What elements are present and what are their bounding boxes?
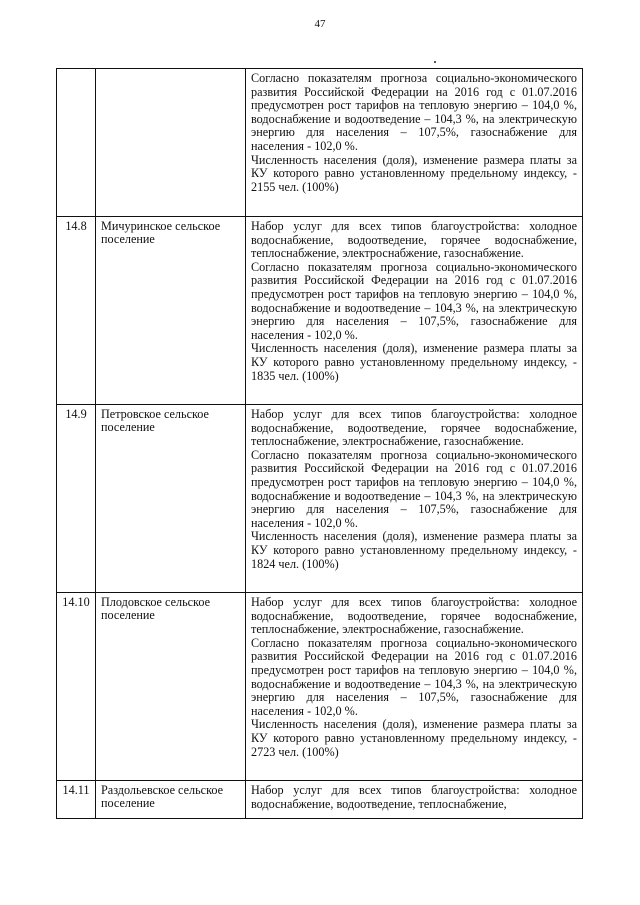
row-number: 14.10 [57, 593, 96, 781]
row-description [246, 217, 583, 405]
row-description [246, 593, 583, 781]
settlement-name: Мичуринское сельское поселение [96, 217, 246, 405]
description-paragraph: Согласно показателям прогноза социально-экономического развития Российской Федерации на 2016 год с 01.07.2016 предусмотрен рост тарифов на тепловую энергию – 104,0 %, водоснабжение и водоотведение – 104,3 %, на электрическую энергию для населения – 107,5%, газоснабжение для населения - 102,0 %. [251, 71, 577, 153]
table-row [57, 593, 583, 781]
description-paragraph: Согласно показателям прогноза социально-экономического развития Российской Федерации на 2016 год с 01.07.2016 предусмотрен рост тарифов на тепловую энергию – 104,0 %, водоснабжение и водоотведение – 104,3 %, на электрическую энергию для населения – 107,5%, газоснабжение для населения - 102,0 %. [251, 447, 577, 530]
table-row [57, 217, 583, 405]
row-description [246, 405, 583, 593]
description-paragraph: Набор услуг для всех типов благоустройства: холодное водоснабжение, водоотведение, теплоснабжение, [251, 783, 577, 811]
description-paragraph: Набор услуг для всех типов благоустройства: холодное водоснабжение, водоотведение, горячее водоснабжение, теплоснабжение, электроснабжение, газоснабжение. [251, 595, 577, 637]
description-paragraph: Согласно показателям прогноза социально-экономического развития Российской Федерации на 2016 год с 01.07.2016 предусмотрен рост тарифов на тепловую энергию – 104,0 %, водоснабжение и водоотведение – 104,3 %, на электрическую энергию для населения – 107,5%, газоснабжение для населения - 102,0 %. [251, 635, 577, 718]
settlement-name: Плодовское сельское поселение [96, 593, 246, 781]
table-row [57, 781, 583, 819]
settlement-name: Петровское сельское поселение [96, 405, 246, 593]
description-paragraph: Численность населения (доля), изменение размера платы за КУ которого равно установленному предельному индексу, - 2155 чел. (100%) [251, 152, 577, 194]
scan-speck [434, 61, 436, 63]
description-paragraph: Численность населения (доля), изменение размера платы за КУ которого равно установленному предельному индексу, - 1835 чел. (100%) [251, 341, 577, 383]
description-paragraph: Численность населения (доля), изменение размера платы за КУ которого равно установленному предельному индексу, - 2723 чел. (100%) [251, 717, 577, 759]
settlement-name [96, 69, 246, 217]
table-row [57, 69, 583, 217]
description-paragraph: Набор услуг для всех типов благоустройства: холодное водоснабжение, водоотведение, горячее водоснабжение, теплоснабжение, электроснабжение, газоснабжение. [251, 407, 577, 449]
description-paragraph: Набор услуг для всех типов благоустройства: холодное водоснабжение, водоотведение, горячее водоснабжение, теплоснабжение, электроснабжение, газоснабжение. [251, 219, 577, 261]
row-number: 14.8 [57, 217, 96, 405]
settlement-name: Раздольевское сельское поселение [96, 781, 246, 819]
table-row [57, 405, 583, 593]
row-description [246, 781, 583, 819]
description-paragraph: Согласно показателям прогноза социально-экономического развития Российской Федерации на 2016 год с 01.07.2016 предусмотрен рост тарифов на тепловую энергию – 104,0 %, водоснабжение и водоотведение – 104,3 %, на электрическую энергию для населения – 107,5%, газоснабжение для населения - 102,0 %. [251, 259, 577, 342]
description-paragraph: Численность населения (доля), изменение размера платы за КУ которого равно установленному предельному индексу, - 1824 чел. (100%) [251, 529, 577, 571]
page-number: 47 [314, 18, 326, 30]
row-number: 14.9 [57, 405, 96, 593]
row-number [57, 69, 96, 217]
row-description [246, 69, 583, 217]
row-number: 14.11 [57, 781, 96, 819]
settlements-table [56, 68, 583, 819]
